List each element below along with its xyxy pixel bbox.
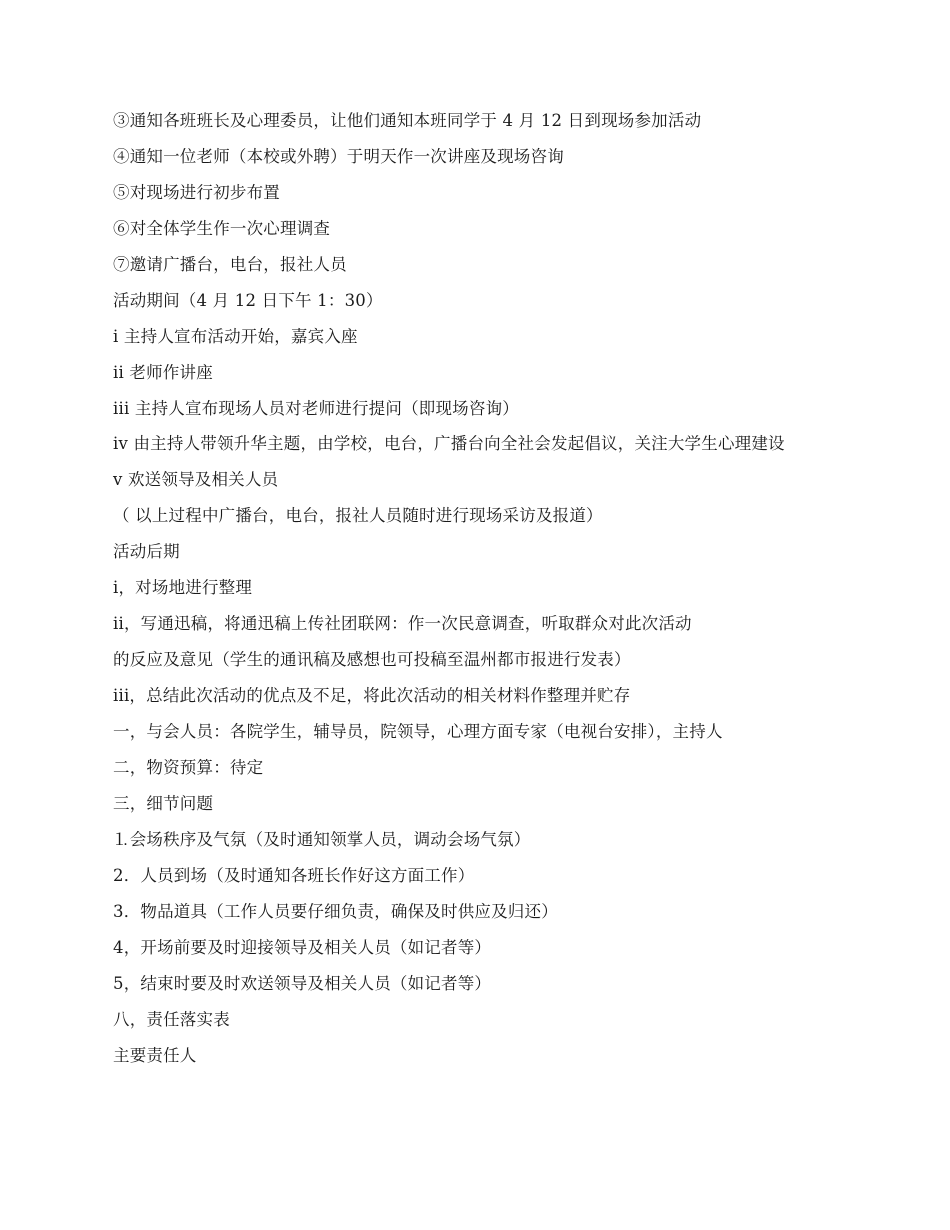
text-line: （ 以上过程中广播台，电台，报社人员随时进行现场采访及报道） xyxy=(113,506,603,525)
text-line: ⑤对现场进行初步布置 xyxy=(113,183,280,202)
section-heading: 八，责任落实表 xyxy=(113,1010,230,1029)
text-line: 主要责任人 xyxy=(113,1046,197,1065)
section-heading: 活动后期 xyxy=(113,542,180,561)
text-line: 的反应及意见（学生的通讯稿及感想也可投稿至温州都市报进行发表） xyxy=(113,650,631,669)
text-line: ii 老师作讲座 xyxy=(113,363,213,382)
text-line-wrapped: iv 由主持人带领升华主题，由学校，电台，广播台向全社会发起倡议，关注大学生心理建设 xyxy=(113,434,785,453)
list-item: 4，开场前要及时迎接领导及相关人员（如记者等） xyxy=(113,938,492,957)
text-line: ⑦邀请广播台，电台，报社人员 xyxy=(113,255,347,274)
text-line: 二，物资预算：待定 xyxy=(113,758,264,777)
text-line: i，对场地进行整理 xyxy=(113,578,253,597)
text-line: ii，写通迅稿，将通迅稿上传社团联网：作一次民意调查，听取群众对此次活动 xyxy=(113,614,692,633)
text-line: iii，总结此次活动的优点及不足，将此次活动的相关材料作整理并贮存 xyxy=(113,686,631,705)
list-item: 2．人员到场（及时通知各班长作好这方面工作） xyxy=(113,866,475,885)
text-line: iii 主持人宣布现场人员对老师进行提问（即现场咨询） xyxy=(113,399,519,418)
text-line: i 主持人宣布活动开始，嘉宾入座 xyxy=(113,327,358,346)
list-item: 3．物品道具（工作人员要仔细负责，确保及时供应及归还） xyxy=(113,902,558,921)
document-body xyxy=(113,110,833,1081)
text-line: v 欢送领导及相关人员 xyxy=(113,470,279,489)
text-line: ④通知一位老师（本校或外聘）于明天作一次讲座及现场咨询 xyxy=(113,147,564,166)
text-line: 一，与会人员：各院学生，辅导员，院领导，心理方面专家（电视台安排），主持人 xyxy=(113,722,723,741)
list-item: ⒈会场秩序及气氛（及时通知领掌人员，调动会场气氛） xyxy=(113,830,531,849)
section-heading: 活动期间（4 月 12 日下午 1：30） xyxy=(113,291,383,310)
text-line: ⑥对全体学生作一次心理调查 xyxy=(113,219,331,238)
section-heading: 三，细节问题 xyxy=(113,794,214,813)
text-line: ③通知各班班长及心理委员，让他们通知本班同学于 4 月 12 日到现场参加活动 xyxy=(113,111,702,130)
list-item: 5，结束时要及时欢送领导及相关人员（如记者等） xyxy=(113,974,492,993)
